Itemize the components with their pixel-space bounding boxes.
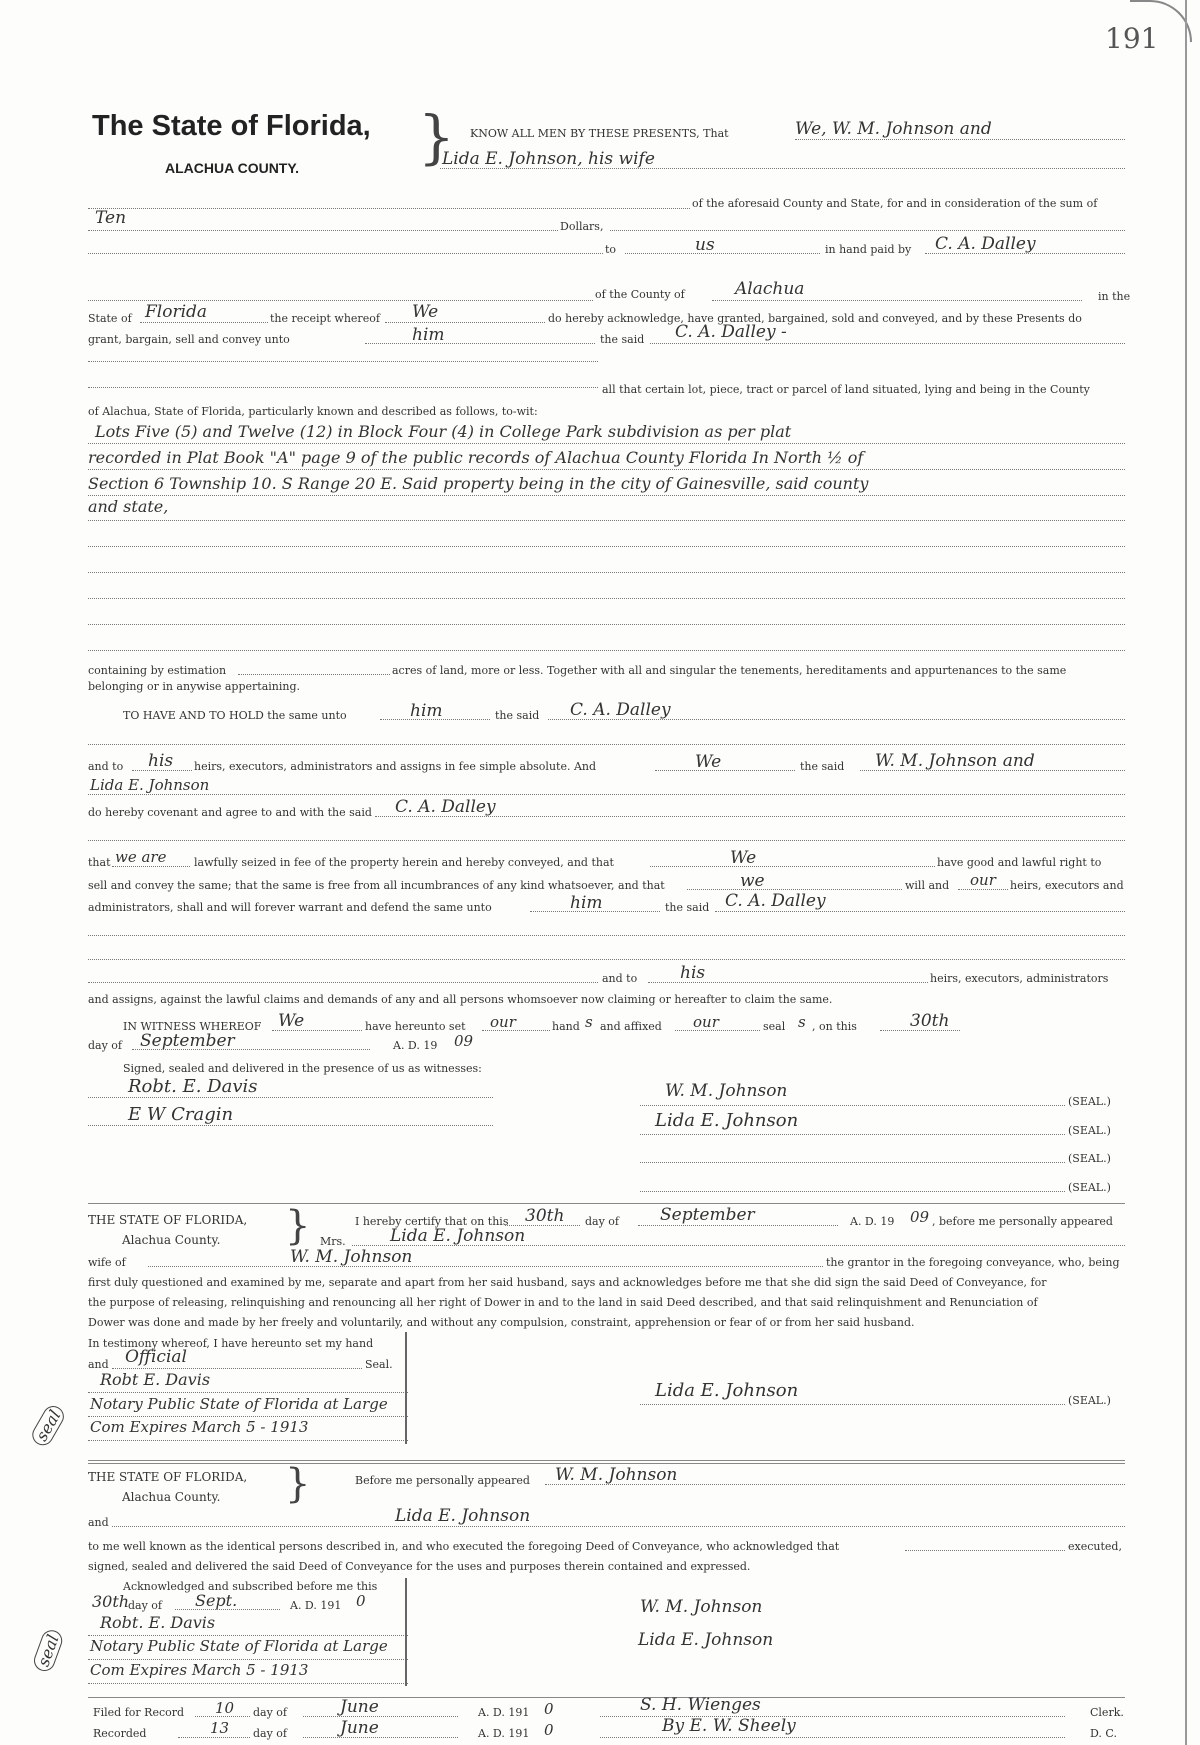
fill-line — [88, 546, 1125, 547]
fill-line — [880, 1030, 960, 1031]
fill-line — [530, 911, 660, 912]
fill-line — [112, 1526, 1125, 1527]
fill-line — [638, 1225, 838, 1226]
fill-line — [88, 572, 1125, 573]
text-containing: containing by estimation — [88, 664, 227, 677]
cert1-text-and: and — [88, 1358, 109, 1371]
fill-line — [365, 343, 595, 344]
fill-line — [795, 139, 1125, 140]
state-title: The State of Florida, — [92, 110, 371, 142]
fill-line — [88, 1440, 408, 1441]
fill-line — [88, 598, 1125, 599]
cert1-text-ad: A. D. 19 — [850, 1215, 895, 1228]
text-belonging: belonging or in anywise appertaining. — [88, 680, 301, 693]
lawfully-hw: We — [730, 848, 757, 868]
and-hw: We — [695, 752, 722, 772]
filing-dc-hw: By E. W. Sheely — [662, 1716, 796, 1736]
fill-line — [675, 1030, 760, 1031]
ad-hw: 09 — [454, 1032, 474, 1050]
fill-line — [648, 982, 928, 983]
seal-label-3: (SEAL.) — [1068, 1152, 1111, 1165]
text-to-have: TO HAVE AND TO HOLD the same unto — [123, 709, 347, 722]
sig2-hw: Lida E. Johnson — [655, 1110, 799, 1131]
affixed-hw: our — [693, 1013, 719, 1031]
text-that: that — [88, 856, 111, 869]
grantee-hw: C. A. Dalley — [935, 234, 1036, 254]
cert2-brace: } — [285, 1461, 311, 1507]
fill-line — [88, 1659, 408, 1660]
fill-line — [178, 1737, 250, 1738]
fill-line — [88, 300, 593, 301]
page-number: 191 — [1105, 22, 1159, 55]
cert1-notary2: Notary Public State of Florida at Large — [90, 1395, 388, 1413]
text-and-to: and to — [88, 760, 124, 773]
and-said-hw: W. M. Johnson and — [875, 751, 1035, 771]
cert2-county: Alachua County. — [122, 1490, 221, 1504]
text-the-said3: the said — [800, 760, 845, 773]
cert2-bracket — [405, 1578, 407, 1686]
cert1-bracket — [405, 1332, 407, 1444]
cert1-line3: Dower was done and made by her freely and voluntarily, and without any compulsion, constraint, apprehension or fear of or from her said husband. — [88, 1316, 915, 1329]
said-hw: C. A. Dalley - — [675, 322, 787, 342]
grantors-line2: Lida E. Johnson, his wife — [442, 149, 655, 169]
state-hw: Florida — [145, 302, 208, 322]
text-the-said2: the said — [495, 709, 540, 722]
fill-line — [375, 816, 1125, 817]
filing-text-ad: A. D. 191 — [478, 1706, 530, 1719]
seal-hw: s — [798, 1013, 806, 1031]
hand-hw: s — [585, 1013, 593, 1031]
fill-line — [925, 253, 1125, 254]
fill-line — [88, 253, 603, 254]
cert1-text-day-of: day of — [585, 1215, 620, 1228]
willand-hw: our — [970, 871, 996, 889]
text-have-hereunto: have hereunto set — [365, 1020, 466, 1033]
text-ad: A. D. 19 — [393, 1039, 438, 1052]
cert2-before-hw: W. M. Johnson — [555, 1465, 678, 1485]
text-seal: seal — [763, 1020, 786, 1033]
fill-line — [88, 1097, 493, 1098]
filing-text-clerk: Clerk. — [1090, 1706, 1124, 1719]
cert1-wifeof-hw: W. M. Johnson — [290, 1247, 413, 1267]
cert2-ack-day-hw: 30th — [92, 1592, 130, 1611]
unto-hw: him — [412, 325, 445, 345]
text-state-of: State of — [88, 312, 132, 325]
cert2-dayof-hw: Sept. — [195, 1591, 238, 1610]
fill-line — [88, 520, 1125, 521]
amount-hw: Ten — [95, 208, 127, 228]
cert1-mrs-hw: Lida E. Johnson — [390, 1226, 526, 1246]
know-all-text: KNOW ALL MEN BY THESE PRESENTS, That — [470, 127, 729, 140]
to-hw: us — [695, 235, 715, 255]
fill-line — [640, 1162, 1065, 1163]
filing-rec-day-hw: 13 — [210, 1719, 230, 1737]
cert2-text-before: Before me personally appeared — [355, 1474, 530, 1487]
fill-line — [175, 1609, 280, 1610]
fill-line — [88, 1416, 408, 1417]
cert2-sig2-hw: Lida E. Johnson — [638, 1630, 774, 1650]
cert1-line1: first duly questioned and examined by me, separate and apart from her said husband, says and acknowledges before me that she did sign the said Deed of Conveyance, for — [88, 1276, 1047, 1289]
cert1-text-wife-of: wife of — [88, 1256, 126, 1269]
text-on-this: , on this — [812, 1020, 857, 1033]
text-signed: Signed, sealed and delivered in the presence of us as witnesses: — [123, 1062, 482, 1075]
fill-line — [148, 1266, 823, 1267]
fill-line — [380, 719, 490, 720]
cert1-ad-hw: 09 — [910, 1208, 930, 1226]
fill-line — [640, 1134, 1065, 1135]
fill-line — [112, 866, 190, 867]
text-administrators: administrators, shall and will forever warrant and defend the same unto — [88, 901, 492, 914]
fill-line — [640, 1105, 1065, 1106]
have-hw: him — [410, 701, 443, 721]
cert2-seal-stamp: seal — [31, 1627, 65, 1674]
cert1-brace: } — [285, 1203, 311, 1249]
text-assigns: and assigns, against the lawful claims and demands of any and all persons whomsoever now claiming or hereafter to claim the same. — [88, 993, 833, 1006]
admin-hw: him — [570, 893, 603, 913]
cert1-text-seal: Seal. — [365, 1358, 393, 1371]
fill-line — [88, 840, 1125, 841]
fill-line — [140, 322, 268, 323]
text-the-said: the said — [600, 333, 645, 346]
text-in-the: in the — [1098, 290, 1131, 303]
filing-text-day-of: day of — [253, 1706, 288, 1719]
covenant-hw: C. A. Dalley — [395, 797, 496, 817]
text-acres: acres of land, more or less. Together with all and singular the tenements, hereditaments and appurtenances to the same — [392, 664, 1067, 677]
fill-line — [88, 1392, 408, 1393]
fill-line — [88, 1125, 493, 1126]
cert1-and-hw: Official — [125, 1347, 187, 1367]
cert2-state: THE STATE OF FLORIDA, — [88, 1470, 248, 1484]
section-divider-3 — [88, 1697, 1125, 1698]
fill-line — [88, 935, 1125, 936]
text-sell: sell and convey the same; that the same is free from all incumbrances of any kind whatsoever, and that — [88, 879, 665, 892]
seal-label-1: (SEAL.) — [1068, 1095, 1111, 1108]
text-in-hand: in hand paid by — [825, 243, 912, 256]
text-have-good: have good and lawful right to — [937, 856, 1102, 869]
andto-hw: his — [148, 751, 174, 771]
seal-label-2: (SEAL.) — [1068, 1124, 1111, 1137]
filing-text-ad2: A. D. 191 — [478, 1727, 530, 1740]
grantors-line1: We, W. M. Johnson and — [795, 119, 992, 139]
fill-line — [958, 889, 1008, 890]
lida-hw: Lida E. Johnson — [90, 776, 210, 794]
cert2-text-executed: executed, — [1068, 1540, 1122, 1553]
fill-line — [610, 230, 1125, 231]
text-all-that: all that certain lot, piece, tract or parcel of land situated, lying and being in the County — [602, 383, 1090, 396]
fill-line — [88, 208, 690, 209]
cert2-and-hw: Lida E. Johnson — [395, 1506, 531, 1526]
fill-line — [272, 1030, 362, 1031]
fill-line — [482, 1030, 550, 1031]
fill-line — [687, 889, 902, 890]
page-edge — [1185, 0, 1187, 1745]
cert2-text-ad: A. D. 191 — [290, 1599, 342, 1612]
fill-line — [238, 674, 390, 675]
cert2-notary1: Robt. E. Davis — [100, 1613, 216, 1632]
cert1-certify-hw: 30th — [525, 1206, 565, 1226]
cert2-sig1-hw: W. M. Johnson — [640, 1597, 763, 1617]
cert2-notary3: Com Expires March 5 - 1913 — [90, 1661, 309, 1679]
fill-line — [132, 1049, 370, 1050]
fill-line — [545, 1484, 1125, 1485]
fill-line — [385, 322, 545, 323]
fill-line — [88, 361, 598, 362]
filing-day-hw: 10 — [215, 1699, 235, 1717]
fill-line — [440, 168, 1125, 169]
fill-line — [905, 1550, 1065, 1551]
description-line3: Section 6 Township 10. S Range 20 E. Said property being in the city of Gainesville, said county — [88, 474, 869, 493]
description-line2: recorded in Plat Book "A" page 9 of the public records of Alachua County Florida In North ½ of — [88, 448, 864, 467]
filing-clerk-hw: S. H. Wienges — [640, 1695, 761, 1715]
text-heirs: heirs, executors, administrators and assigns in fee simple absolute. And — [194, 760, 597, 773]
filing-month-hw: June — [340, 1697, 379, 1717]
receipt-hw: We — [412, 302, 439, 322]
fill-line — [88, 744, 1125, 745]
cert2-line1: to me well known as the identical persons described in, and who executed the foregoing Deed of Conveyance, who acknowledged that — [88, 1540, 840, 1553]
text-grant: grant, bargain, sell and convey unto — [88, 333, 290, 346]
county-hw: Alachua — [735, 279, 805, 299]
text-of-county: of the County of — [595, 288, 685, 301]
description-line4: and state, — [88, 497, 169, 516]
cert1-notary1: Robt E. Davis — [100, 1370, 211, 1389]
filing-text-day-of2: day of — [253, 1727, 288, 1740]
county-title: ALACHUA COUNTY. — [165, 160, 300, 176]
section-divider-2 — [88, 1460, 1125, 1461]
cert1-state: THE STATE OF FLORIDA, — [88, 1213, 248, 1227]
fill-line — [600, 1737, 1065, 1738]
section-divider-2b — [88, 1463, 1125, 1464]
filing-text-recorded: Recorded — [93, 1727, 147, 1740]
text-hand: hand — [552, 1020, 580, 1033]
text-receipt: the receipt whereof — [270, 312, 380, 325]
fill-line — [625, 253, 820, 254]
that-hw: we are — [115, 848, 167, 866]
have-said-hw: C. A. Dalley — [570, 700, 671, 720]
text-to: to — [605, 243, 617, 256]
filing-text-filed: Filed for Record — [93, 1706, 185, 1719]
fill-line — [655, 770, 795, 771]
text-and-to2: and to — [602, 972, 638, 985]
filing-year-hw: 0 — [544, 1700, 554, 1718]
fill-line — [88, 982, 598, 983]
fill-line — [88, 387, 598, 388]
text-of-alachua: of Alachua, State of Florida, particularly known and described as follows, to-wit: — [88, 405, 538, 418]
fill-line — [88, 1635, 408, 1636]
filing-rec-month-hw: June — [340, 1718, 379, 1738]
sig1-hw: W. M. Johnson — [665, 1081, 788, 1101]
fill-line — [640, 1191, 1065, 1192]
description-line1: Lots Five (5) and Twelve (12) in Block Four (4) in College Park subdivision as per plat — [95, 422, 792, 441]
witness2-hw: E W Cragin — [128, 1104, 234, 1125]
text-lawfully: lawfully seized in fee of the property herein and hereby conveyed, and that — [194, 856, 614, 869]
fill-line — [860, 770, 1125, 771]
fill-line — [303, 1716, 458, 1717]
cert1-text-grantor: the grantor in the foregoing conveyance, who, being — [826, 1256, 1120, 1269]
cert2-text-day-of: day of — [128, 1599, 163, 1612]
cert2-ad-hw: 0 — [356, 1592, 366, 1610]
fill-line — [88, 443, 1125, 444]
fill-line — [88, 495, 1125, 496]
fill-line — [88, 650, 1125, 651]
cert2-text-ack: Acknowledged and subscribed before me this — [123, 1580, 378, 1593]
fill-line — [88, 230, 558, 231]
text-affixed: and affixed — [600, 1020, 662, 1033]
text-witness: IN WITNESS WHEREOF — [123, 1020, 262, 1033]
fill-line — [88, 469, 1125, 470]
admin-said-hw: C. A. Dalley — [725, 891, 826, 911]
cert1-seal-stamp: seal — [28, 1402, 67, 1449]
fill-line — [548, 719, 1125, 720]
witness-hw: We — [278, 1011, 305, 1031]
fill-line — [650, 343, 1125, 344]
fill-line — [132, 770, 192, 771]
fill-line — [640, 1404, 1065, 1405]
fill-line — [195, 1716, 250, 1717]
filing-text-dc: D. C. — [1090, 1727, 1117, 1740]
text-covenant: do hereby covenant and agree to and with the said — [88, 806, 372, 819]
header-brace: } — [418, 103, 455, 171]
cert1-notary3: Com Expires March 5 - 1913 — [90, 1418, 309, 1436]
cert1-county: Alachua County. — [122, 1233, 221, 1247]
cert2-line2: signed, sealed and delivered the said Deed of Conveyance for the uses and purposes therein contained and expressed. — [88, 1560, 751, 1573]
fill-line — [88, 624, 1125, 625]
cert1-text-certify: I hereby certify that on this — [355, 1215, 509, 1228]
hereunto-hw: our — [490, 1013, 516, 1031]
fill-line — [112, 1368, 362, 1369]
sell-hw: we — [740, 871, 765, 891]
text-aforesaid: of the aforesaid County and State, for and in consideration of the sum of — [692, 197, 1098, 210]
witness1-hw: Robt. E. Davis — [128, 1076, 258, 1097]
text-acknowledge: do hereby acknowledge, have granted, bargained, sold and conveyed, and by these Presents do — [548, 312, 1082, 325]
text-dollars: Dollars, — [560, 220, 604, 233]
cert2-notary2: Notary Public State of Florida at Large — [90, 1637, 388, 1655]
fill-line — [650, 866, 935, 867]
cert1-dayof-hw: September — [660, 1205, 755, 1225]
section-divider-1 — [88, 1203, 1125, 1204]
fill-line — [303, 1737, 458, 1738]
onthis-hw: 30th — [910, 1011, 950, 1031]
cert1-seal-label: (SEAL.) — [1068, 1394, 1111, 1407]
cert2-text-and: and — [88, 1516, 109, 1529]
filing-rec-year-hw: 0 — [544, 1721, 554, 1739]
text-day-of: day of — [88, 1039, 123, 1052]
cert1-sig-hw: Lida E. Johnson — [655, 1380, 799, 1401]
cert1-text-before: , before me personally appeared — [932, 1215, 1113, 1228]
text-heirs-exec: heirs, executors and — [1010, 879, 1124, 892]
dayof-hw: September — [140, 1031, 235, 1051]
text-heirs-exec2: heirs, executors, administrators — [930, 972, 1109, 985]
text-the-said4: the said — [665, 901, 710, 914]
fill-line — [88, 794, 1125, 795]
seal-label-4: (SEAL.) — [1068, 1181, 1111, 1194]
fill-line — [88, 959, 1125, 960]
fill-line — [715, 911, 1125, 912]
fill-line — [712, 300, 1082, 301]
cert1-line2: the purpose of releasing, relinquishing and renouncing all her right of Dower in and to the land in said Deed described, and that said relinquishment and Renunciation of — [88, 1296, 1038, 1309]
fill-line — [352, 1245, 1125, 1246]
cert1-text-mrs: Mrs. — [320, 1235, 346, 1248]
fill-line — [88, 1683, 408, 1684]
text-will-and: will and — [905, 879, 950, 892]
cert1-testimony: In testimony whereof, I have hereunto set my hand — [88, 1337, 374, 1350]
andto2-hw: his — [680, 963, 706, 983]
